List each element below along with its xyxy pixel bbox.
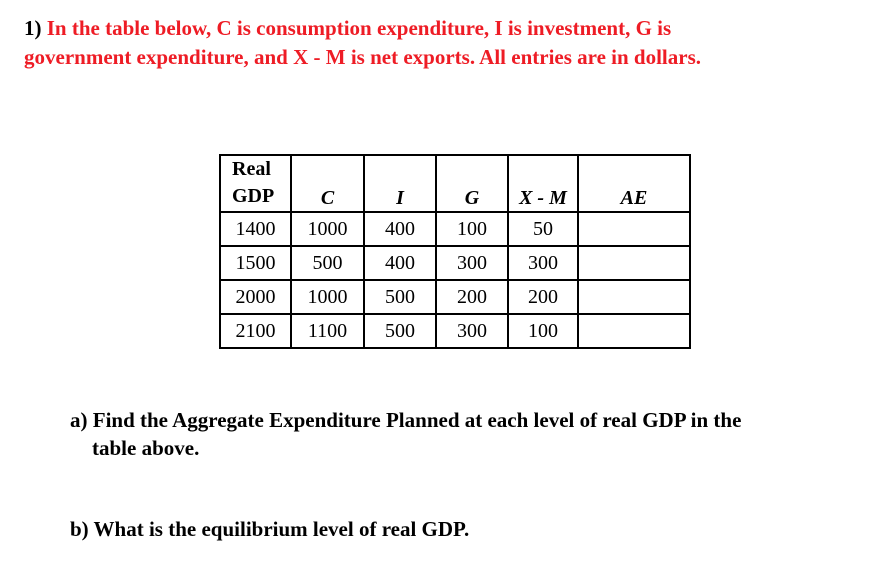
question-number: 1) — [24, 16, 42, 40]
cell-gdp: 1400 — [220, 212, 291, 246]
cell-gdp: 2100 — [220, 314, 291, 348]
cell-x-minus-m: 100 — [508, 314, 578, 348]
cell-ae — [578, 212, 690, 246]
cell-gdp: 1500 — [220, 246, 291, 280]
cell-ae — [578, 314, 690, 348]
cell-c: 1000 — [291, 212, 364, 246]
cell-x-minus-m: 300 — [508, 246, 578, 280]
table-header-row — [220, 155, 690, 212]
table-row — [220, 212, 690, 246]
header-real-gdp-line1: Real — [232, 158, 271, 180]
header-real-gdp — [220, 155, 291, 212]
cell-g: 100 — [436, 212, 508, 246]
header-real-gdp-line2: GDP — [232, 185, 275, 207]
cell-c: 1000 — [291, 280, 364, 314]
table-row — [220, 314, 690, 348]
header-g: G — [436, 155, 508, 212]
part-a-line2: table above. — [92, 436, 200, 460]
expenditure-table — [219, 154, 691, 349]
cell-i: 500 — [364, 280, 436, 314]
question-title — [24, 14, 864, 72]
question-text-line1: In the table below, C is consumption expenditure, I is investment, G is — [46, 16, 672, 40]
question-text-line2: government expenditure, and X - M is net exports. All entries are in dollars. — [24, 45, 702, 69]
cell-g: 200 — [436, 280, 508, 314]
cell-g: 300 — [436, 314, 508, 348]
header-x-minus-m: X - M — [508, 155, 578, 212]
part-a-question — [70, 406, 860, 462]
cell-x-minus-m: 200 — [508, 280, 578, 314]
part-b-question: b) What is the equilibrium level of real GDP. — [70, 517, 470, 541]
cell-x-minus-m: 50 — [508, 212, 578, 246]
cell-i: 400 — [364, 246, 436, 280]
cell-g: 300 — [436, 246, 508, 280]
cell-i: 400 — [364, 212, 436, 246]
table-row — [220, 280, 690, 314]
header-c: C — [291, 155, 364, 212]
part-a-line1: a) Find the Aggregate Expenditure Planned at each level of real GDP in the — [70, 408, 742, 432]
table-row — [220, 246, 690, 280]
cell-ae — [578, 280, 690, 314]
header-ae: AE — [578, 155, 690, 212]
header-i: I — [364, 155, 436, 212]
cell-i: 500 — [364, 314, 436, 348]
cell-c: 1100 — [291, 314, 364, 348]
cell-c: 500 — [291, 246, 364, 280]
cell-ae — [578, 246, 690, 280]
cell-gdp: 2000 — [220, 280, 291, 314]
